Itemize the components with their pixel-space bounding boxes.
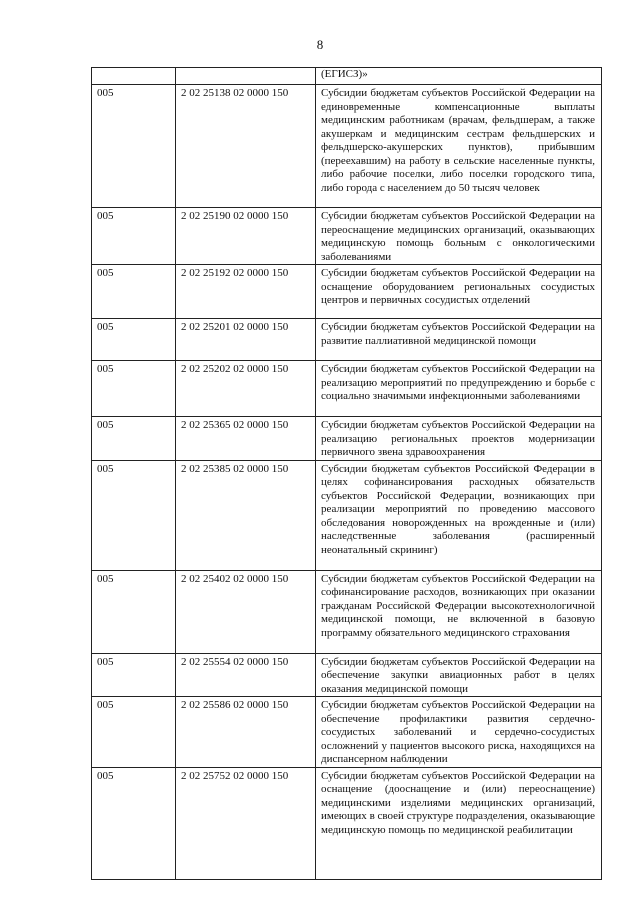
- description-cell: Субсидии бюджетам субъектов Российской Федерации на обеспечение закупки авиационных работ в целях оказания медицинской помощи: [316, 653, 602, 697]
- budget-classification-table: [91, 67, 602, 880]
- table-row: [92, 208, 602, 265]
- table-row: [92, 85, 602, 208]
- table-row: [92, 319, 602, 361]
- budget-code-cell: 2 02 25586 02 0000 150: [176, 697, 316, 768]
- budget-code-cell: 2 02 25192 02 0000 150: [176, 265, 316, 319]
- budget-code-cell: [176, 68, 316, 85]
- admin-code-cell: 005: [92, 570, 176, 653]
- description-cell: Субсидии бюджетам субъектов Российской Федерации на обеспечение профилактики развития сердечно-сосудистых заболеваний и сердечно-сосудистых осложнений у пациентов высокого риска, находящихся на диспансерном наблюдении: [316, 697, 602, 768]
- description-cell: Субсидии бюджетам субъектов Российской Федерации на реализацию мероприятий по предупреждению и борьбе с социально значимыми инфекционными заболеваниями: [316, 361, 602, 417]
- admin-code-cell: 005: [92, 361, 176, 417]
- description-cell: (ЕГИСЗ)»: [316, 68, 602, 85]
- description-cell: Субсидии бюджетам субъектов Российской Федерации на софинансирование расходов, возникающих при оказании гражданам Российской Федерации высокотехнологичной медицинской помощи, не включенной в базовую программу обязательного медицинского страхования: [316, 570, 602, 653]
- table-row: [92, 417, 602, 461]
- description-cell: Субсидии бюджетам субъектов Российской Федерации в целях софинансирования расходных обязательств субъектов Российской Федерации, возникающих при реализации мероприятий по проведению массового обследования новорожденных на врожденные и (или) наследственные заболевания (расширенный неонатальный скрининг): [316, 460, 602, 570]
- description-cell: Субсидии бюджетам субъектов Российской Федерации на переоснащение медицинских организаций, оказывающих медицинскую помощь больным с онкологическими заболеваниями: [316, 208, 602, 265]
- admin-code-cell: 005: [92, 85, 176, 208]
- budget-code-cell: 2 02 25190 02 0000 150: [176, 208, 316, 265]
- description-cell: Субсидии бюджетам субъектов Российской Федерации на оснащение оборудованием региональных сосудистых центров и первичных сосудистых отделений: [316, 265, 602, 319]
- budget-code-cell: 2 02 25554 02 0000 150: [176, 653, 316, 697]
- description-cell: Субсидии бюджетам субъектов Российской Федерации на развитие паллиативной медицинской помощи: [316, 319, 602, 361]
- description-cell: Субсидии бюджетам субъектов Российской Федерации на реализацию региональных проектов модернизации первичного звена здравоохранения: [316, 417, 602, 461]
- table-row: [92, 653, 602, 697]
- budget-code-cell: 2 02 25365 02 0000 150: [176, 417, 316, 461]
- admin-code-cell: 005: [92, 697, 176, 768]
- admin-code-cell: [92, 68, 176, 85]
- admin-code-cell: 005: [92, 208, 176, 265]
- table-row: [92, 265, 602, 319]
- table-row: [92, 361, 602, 417]
- budget-code-cell: 2 02 25202 02 0000 150: [176, 361, 316, 417]
- table-row: [92, 767, 602, 879]
- description-cell: Субсидии бюджетам субъектов Российской Федерации на единовременные компенсационные выплаты медицинским работникам (врачам, фельдшерам, а также акушеркам и медицинским сестрам фельдшерских и фельдшерско-акушерских пунктов), прибывшим (переехавшим) на работу в сельские населенные пункты, либо рабочие поселки, либо поселки городского типа, либо города с населением до 50 тысяч человек: [316, 85, 602, 208]
- table-row: [92, 460, 602, 570]
- budget-code-cell: 2 02 25752 02 0000 150: [176, 767, 316, 879]
- admin-code-cell: 005: [92, 460, 176, 570]
- table-row-continuation: [92, 68, 602, 85]
- budget-code-cell: 2 02 25385 02 0000 150: [176, 460, 316, 570]
- admin-code-cell: 005: [92, 265, 176, 319]
- budget-code-cell: 2 02 25201 02 0000 150: [176, 319, 316, 361]
- table-row: [92, 697, 602, 768]
- admin-code-cell: 005: [92, 653, 176, 697]
- table-row: [92, 570, 602, 653]
- admin-code-cell: 005: [92, 319, 176, 361]
- page-number: 8: [316, 37, 324, 52]
- admin-code-cell: 005: [92, 767, 176, 879]
- description-cell: Субсидии бюджетам субъектов Российской Федерации на оснащение (дооснащение и (или) переоснащение) медицинскими изделиями медицинских организаций, имеющих в своей структуре подразделения, оказывающие медицинскую помощь по медицинской реабилитации: [316, 767, 602, 879]
- budget-code-cell: 2 02 25402 02 0000 150: [176, 570, 316, 653]
- budget-code-cell: 2 02 25138 02 0000 150: [176, 85, 316, 208]
- admin-code-cell: 005: [92, 417, 176, 461]
